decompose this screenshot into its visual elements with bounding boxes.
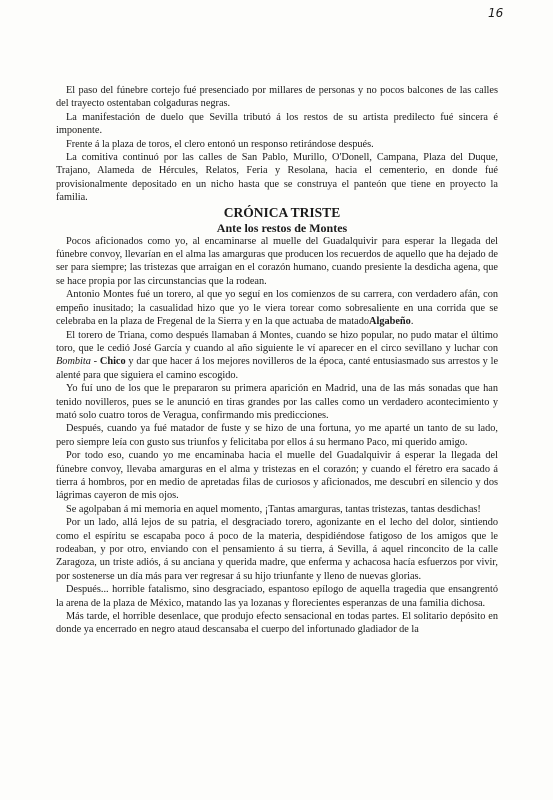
paragraph-text: - (90, 356, 100, 368)
paragraph-text: Antonio Montes fué un torero, al que yo seguí en los comienzos de su carrera, con verdadero afán, con empeño inusitado; la casualidad hizo que yo le viera torear como sobresaliente en una corrida que se celebraba en la plaza de Fregenal de la Sierra y en la que actuaba de matado (56, 289, 498, 328)
paragraph: Después... horrible fatalismo, sino desgraciado, espantoso epílogo de aquella tragedia que ensangrentó la arena de la plaza de México, matando las ya lozanas y florecientes esperanzas de una familia dichosa. (56, 584, 498, 609)
paragraph: Yo fuí uno de los que le prepararon su primera aparición en Madrid, una de las más sonadas que han tenido novilleros, pues se le anunció en tiras grandes por las calles como un verdadero acontecimiento y mató solo cuatro toros de Veragua, confirmando mis predicciones. (56, 383, 498, 421)
paragraph (56, 329, 498, 383)
paragraph: Se agolpaban á mi memoria en aquel momento, ¡Tantas amarguras, tantas tristezas, tantas desdichas! (66, 503, 481, 515)
paragraph-text: . (410, 316, 414, 328)
paragraph: Después, cuando ya fué matador de fuste y se hizo de una fortuna, yo me aparté un tanto de su lado, pero siempre leía con gusto sus triunfos y felicitaba por ellos á su hermano Paco, mi querido amigo. (56, 423, 498, 448)
paragraph: La comitiva continuó por las calles de San Pablo, Murillo, O'Donell, Campana, Plaza del Duque, Trajano, Alameda de Hércules, Relatos, Feria y Resolana, hacia el cementerio, en donde fué provisionalmente depositado en un nicho hasta que se construya el panteón que tiene en proyecto la familia. (56, 152, 498, 204)
paragraph: El paso del fúnebre cortejo fué presenciado por millares de personas y no pocos balcones de las calles del trayecto ostentaban colgaduras negras. (56, 85, 498, 110)
section-title: CRÓNICA TRISTE (223, 204, 341, 220)
paragraph: Pocos aficionados como yo, al encaminarse al muelle del Guadalquivir para esperar la llegada del fúnebre convoy, llevarían en el alma las amarguras que producen los recuerdos de aquello que ha dejado de ser para siempre; las tristezas que arraigan en el corazón humano, cuando presiente la desdicha agena, que se hace propia por las circunstancias que la rodean. (56, 235, 498, 287)
bold-name: Chico (99, 356, 126, 368)
paragraph-text: y dar que hacer á los mejores novilleros de la época, canté entusiasmado sus arrestos y le alenté para que siguiera el camino escogido. (56, 356, 499, 381)
italic-name: Bombita (56, 356, 91, 368)
paragraph: Frente á la plaza de toros, el clero entonó un responso retirándose después. (66, 138, 374, 150)
paragraph: La manifestación de duelo que Sevilla tributó á los restos de su artista predilecto fué sincera é imponente. (56, 111, 498, 137)
paragraph: Por todo eso, cuando yo me encaminaba hacia el muelle del Guadalquivir á esperar la llegada del fúnebre convoy, llevaba amarguras en el alma y tristezas en el corazón; y cuando el féretro era sacado á tierra á hombros, por en medio de apretadas filas de curiosos y aficionados, me descubrí en silencio y dos lágrimas cayeron de mis ojos. (56, 450, 498, 502)
section-subtitle: Ante los restos de Montes (216, 220, 348, 235)
paragraph: Más tarde, el horrible desenlace, que produjo efecto sensacional en todas partes. El solitario depósito en donde ya encerrado en negro ataud descansaba el cuerpo del infortunado gladiador de la (56, 611, 498, 636)
paragraph-text: El torero de Triana, como después llamaban á Montes, cuando se hizo popular, no pudo matar el último toro, que le cedió José García y cuando al año siguiente le ví aparecer en el circo sevillano y luchar con (56, 329, 498, 354)
paragraph: Por un lado, allá lejos de su patria, el desgraciado torero, agonizante en el lecho del dolor, sintiendo como el espíritu se escapaba poco á poco de la materia, despidiéndose fatigoso de los amigos que le rodeaban, y por otro, enviando con el pensamiento á su tierra, á Sevilla, á aquel rinconcito de la calle Zaragoza, un triste adiós, á su anciana y querida madre, que enferma y achacosa hacía esfuerzos por vivir, por sostenerse un día más para ver regresar á su hijo triunfante y lleno de nuevas glorias. (56, 517, 498, 582)
paragraph (56, 288, 498, 328)
page-body (56, 84, 498, 637)
page-number: 16 (488, 6, 504, 20)
bold-name: Algabeño (369, 316, 411, 328)
